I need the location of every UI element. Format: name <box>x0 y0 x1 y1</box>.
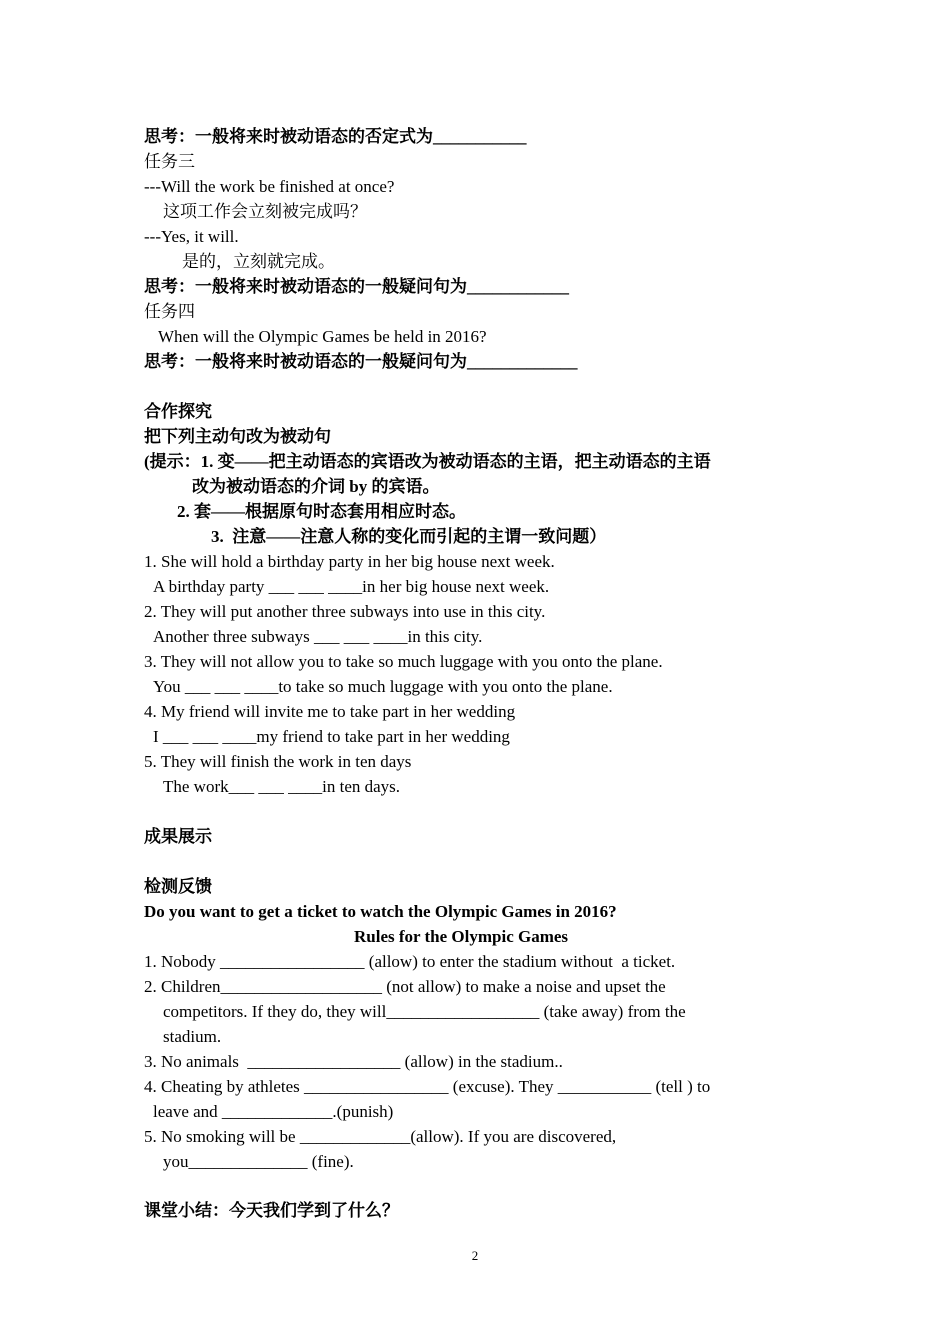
rules-title: Rules for the Olympic Games <box>354 927 569 946</box>
results-heading: 成果展示 <box>144 827 212 846</box>
think-general-question: 思考：一般将来时被动语态的一般疑问句为____________ <box>144 277 569 296</box>
hint-line-1: (提示：1. 变——把主动语态的宾语改为被动语态的主语，把主动语态的主语 <box>144 452 711 471</box>
rule-4-continued: leave and _____________.(punish) <box>153 1102 394 1121</box>
cooperation-heading: 合作探究 <box>144 402 212 421</box>
exercise-2-passive: Another three subways ___ ___ ____in this city. <box>153 627 483 646</box>
task-four-question: When will the Olympic Games be held in 2016? <box>158 327 487 346</box>
rule-2-continued: competitors. If they do, they will__________________ (take away) from the <box>163 1002 686 1021</box>
exercise-1-active: 1. She will hold a birthday party in her big house next week. <box>144 552 555 571</box>
rule-2: 2. Children___________________ (not allow) to make a noise and upset the <box>144 977 666 996</box>
task-three-question-translation: 这项工作会立刻被完成吗？ <box>163 202 367 221</box>
exercise-1-passive: A birthday party ___ ___ ____in her big house next week. <box>153 577 550 596</box>
class-summary: 课堂小结：今天我们学到了什么？ <box>144 1201 399 1220</box>
task-three-heading: 任务三 <box>144 152 195 171</box>
rule-2-end: stadium. <box>163 1027 222 1046</box>
hint-line-1-continued: 改为被动语态的介词 by 的宾语。 <box>192 477 440 496</box>
task-three-answer-translation: 是的，立刻就完成。 <box>182 252 335 271</box>
exercise-2-active: 2. They will put another three subways into use in this city. <box>144 602 546 621</box>
exercise-4-passive: I ___ ___ ____my friend to take part in her wedding <box>153 727 510 746</box>
page-number: 2 <box>471 1248 479 1263</box>
exercise-4-active: 4. My friend will invite me to take part in her wedding <box>144 702 516 721</box>
rule-3: 3. No animals __________________ (allow) in the stadium.. <box>144 1052 563 1071</box>
exercise-3-passive: You ___ ___ ____to take so much luggage with you onto the plane. <box>153 677 613 696</box>
ticket-question: Do you want to get a ticket to watch the Olympic Games in 2016? <box>144 902 617 921</box>
exercise-3-active: 3. They will not allow you to take so much luggage with you onto the plane. <box>144 652 663 671</box>
task-three-question: ---Will the work be finished at once? <box>144 177 395 196</box>
task-four-heading: 任务四 <box>144 302 195 321</box>
exercise-5-passive: The work___ ___ ____in ten days. <box>163 777 401 796</box>
task-three-answer: ---Yes, it will. <box>144 227 239 246</box>
exercise-5-active: 5. They will finish the work in ten days <box>144 752 412 771</box>
rule-5-continued: you______________ (fine). <box>163 1152 354 1171</box>
think-negative-form: 思考：一般将来时被动语态的否定式为___________ <box>144 127 527 146</box>
feedback-heading: 检测反馈 <box>144 877 212 896</box>
hint-line-2: 2. 套——根据原句时态套用相应时态。 <box>177 502 466 521</box>
exercise-instruction: 把下列主动句改为被动句 <box>144 427 331 446</box>
think-special-question: 思考：一般将来时被动语态的一般疑问句为_____________ <box>144 352 578 371</box>
rule-4: 4. Cheating by athletes _________________ (excuse). They ___________ (tell ) to <box>144 1077 711 1096</box>
rule-1: 1. Nobody _________________ (allow) to enter the stadium without a ticket. <box>144 952 676 971</box>
hint-line-3: 3. 注意——注意人称的变化而引起的主谓一致问题） <box>211 527 607 546</box>
rule-5: 5. No smoking will be _____________(allow). If you are discovered, <box>144 1127 617 1146</box>
